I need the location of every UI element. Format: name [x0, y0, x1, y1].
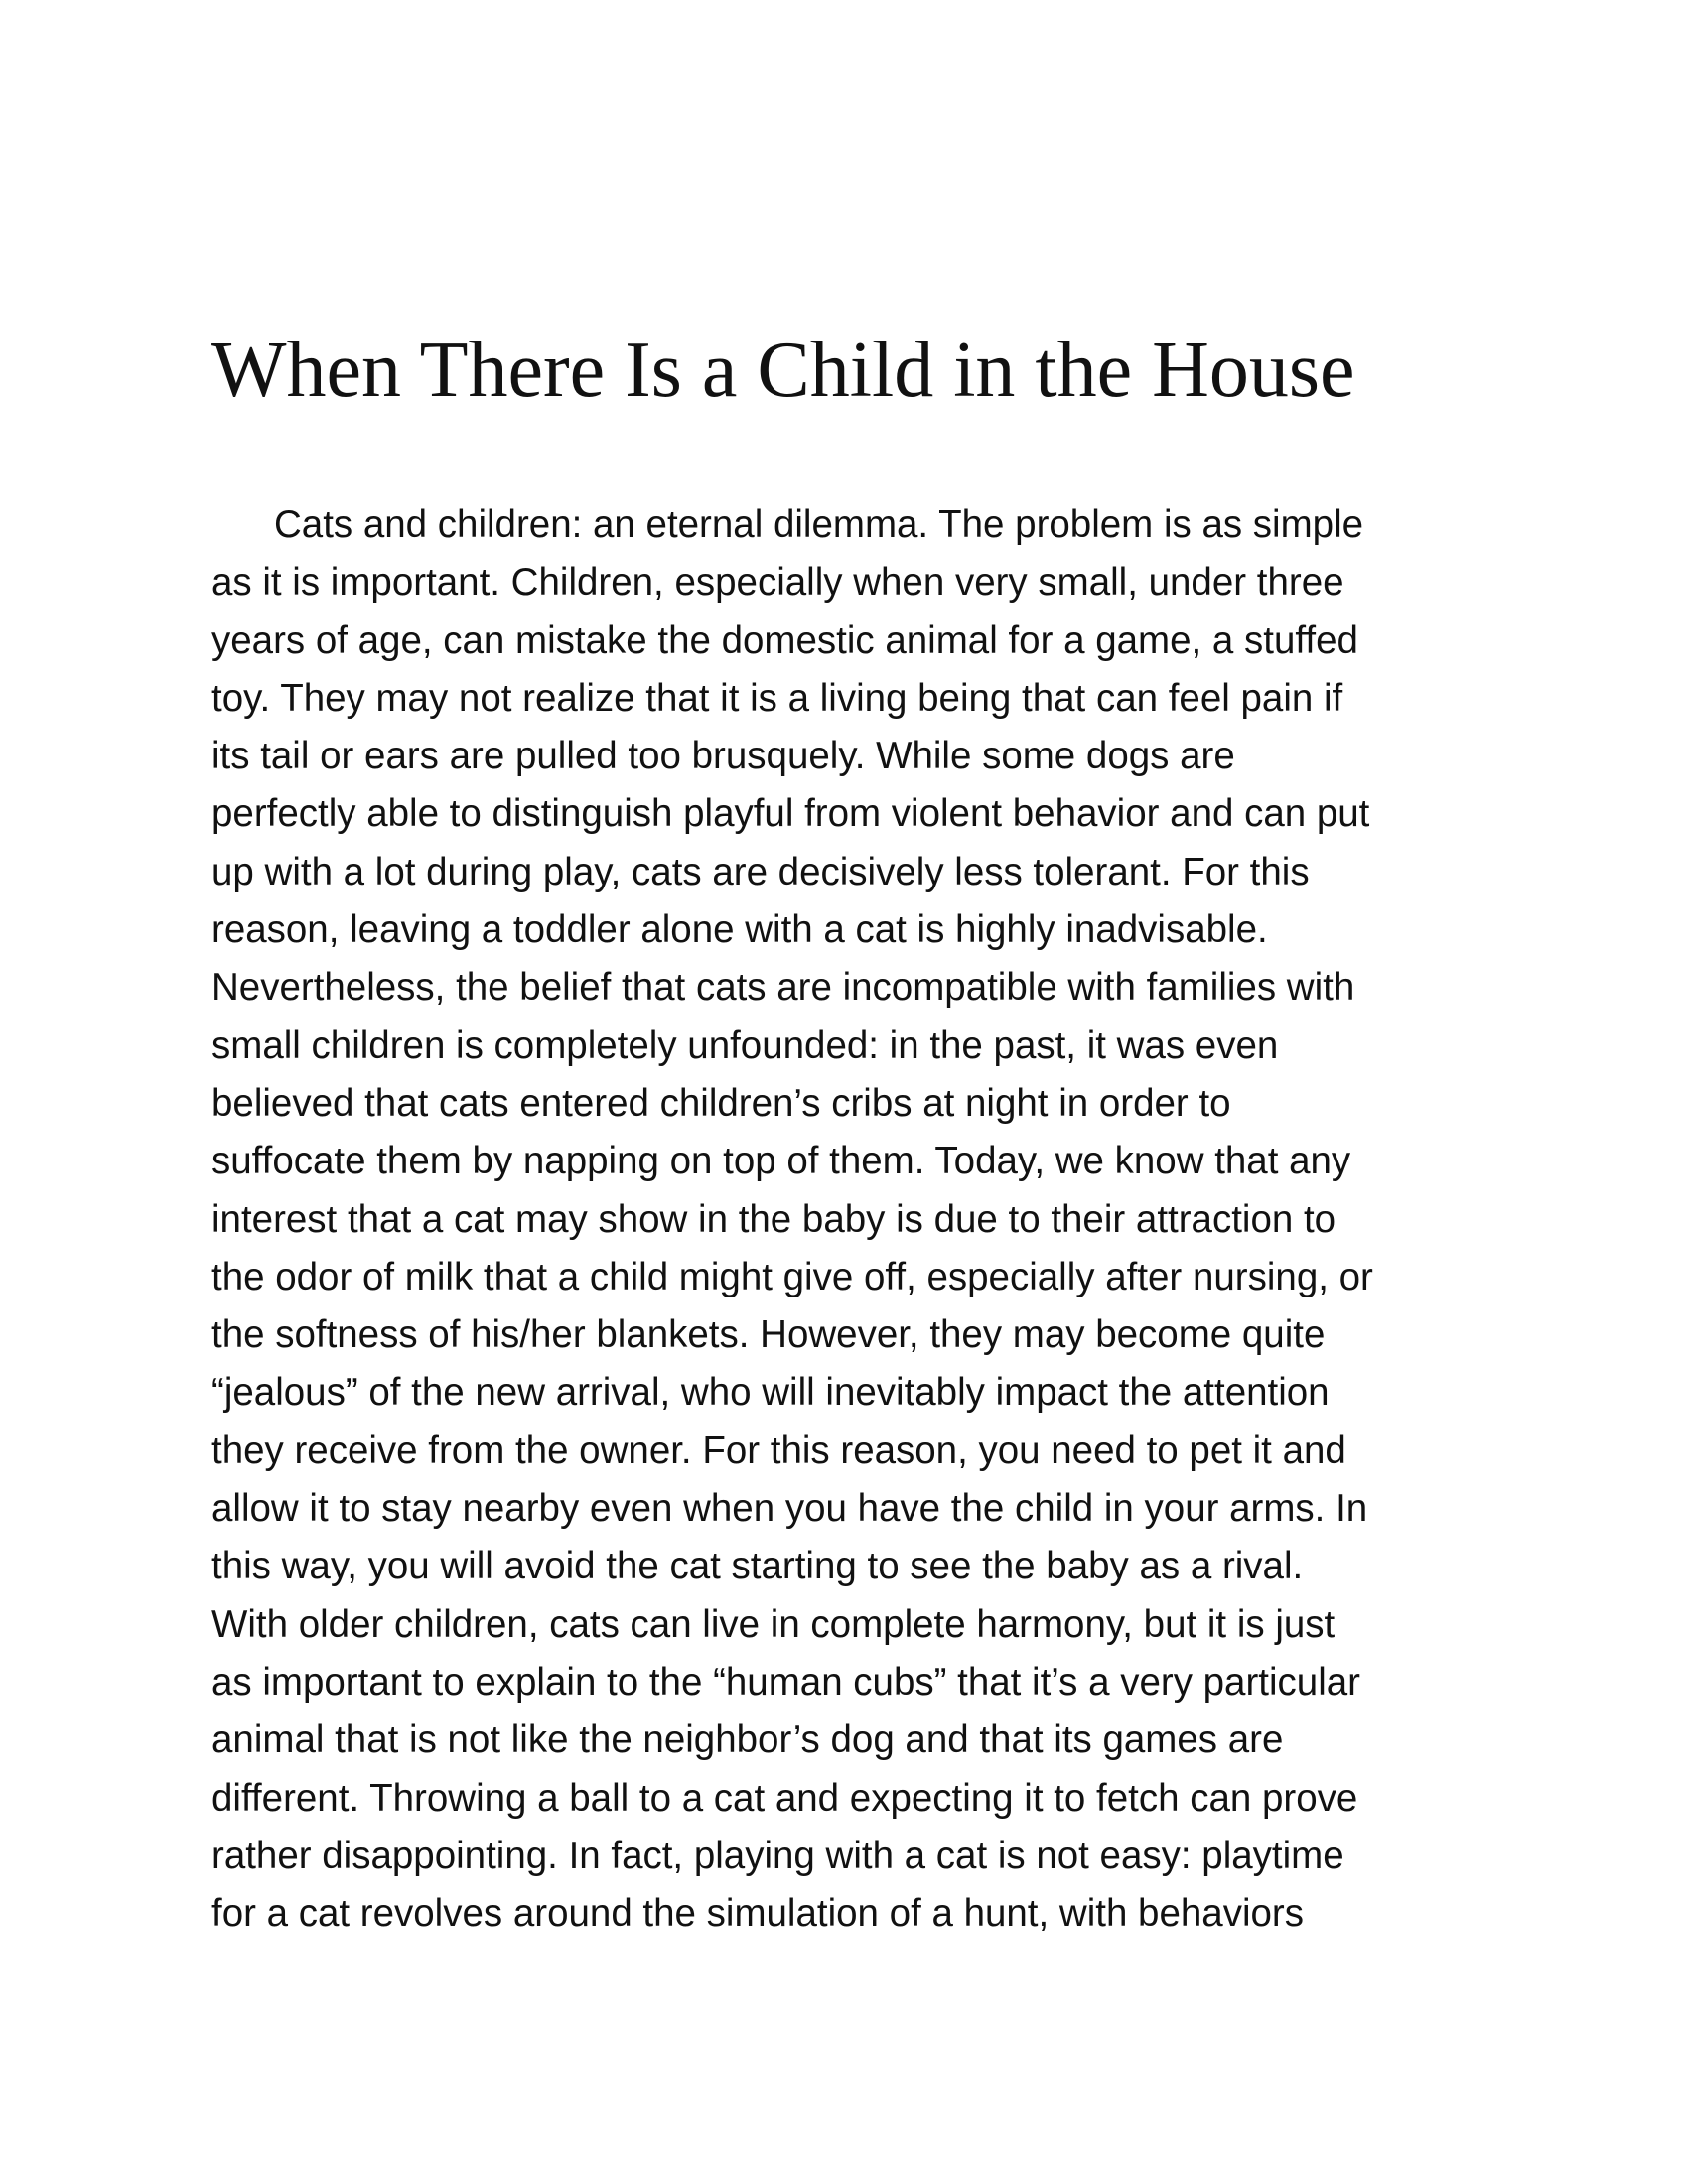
text-line: small children is completely unfounded: in the past, it was even	[211, 1024, 1279, 1067]
text-line: Cats and children: an eternal dilemma. The problem is as simple	[274, 503, 1364, 546]
text-line: animal that is not like the neighbor’s dog and that its games are	[211, 1718, 1284, 1762]
text-line: for a cat revolves around the simulation of a hunt, with behaviors	[211, 1892, 1304, 1936]
text-line: interest that a cat may show in the baby is due to their attraction to	[211, 1197, 1336, 1241]
text-line: suffocate them by napping on top of them. Today, we know that any	[211, 1140, 1351, 1183]
text-line: this way, you will avoid the cat starting to see the baby as a rival.	[211, 1545, 1304, 1588]
text-line: as important to explain to the “human cubs” that it’s a very particular	[211, 1660, 1360, 1704]
text-line: perfectly able to distinguish playful from violent behavior and can put	[211, 792, 1370, 836]
text-line: the odor of milk that a child might give off, especially after nursing, or	[211, 1255, 1373, 1298]
text-line: different. Throwing a ball to a cat and expecting it to fetch can prove	[211, 1776, 1358, 1820]
text-line: years of age, can mistake the domestic animal for a game, a stuffed	[211, 618, 1358, 662]
text-line: they receive from the owner. For this reason, you need to pet it and	[211, 1429, 1346, 1472]
text-line: allow it to stay nearby even when you have the child in your arms. In	[211, 1487, 1368, 1531]
text-line: Nevertheless, the belief that cats are incompatible with families with	[211, 966, 1355, 1010]
body-paragraph	[211, 496, 1502, 1943]
text-line: With older children, cats can live in complete harmony, but it is just	[211, 1602, 1336, 1646]
text-line: as it is important. Children, especially when very small, under three	[211, 561, 1344, 605]
text-line: reason, leaving a toddler alone with a cat is highly inadvisable.	[211, 908, 1268, 952]
text-line: toy. They may not realize that it is a living being that can feel pain if	[211, 676, 1343, 720]
text-line: its tail or ears are pulled too brusquely. While some dogs are	[211, 735, 1235, 778]
text-line: rather disappointing. In fact, playing with a cat is not easy: playtime	[211, 1834, 1344, 1877]
text-line: believed that cats entered children’s cribs at night in order to	[211, 1081, 1231, 1125]
chapter-title: When There Is a Child in the House	[211, 327, 1355, 414]
text-line: the softness of his/her blankets. However, they may become quite	[211, 1313, 1326, 1357]
text-line: “jealous” of the new arrival, who will inevitably impact the attention	[211, 1371, 1330, 1415]
text-line: up with a lot during play, cats are decisively less tolerant. For this	[211, 850, 1310, 893]
